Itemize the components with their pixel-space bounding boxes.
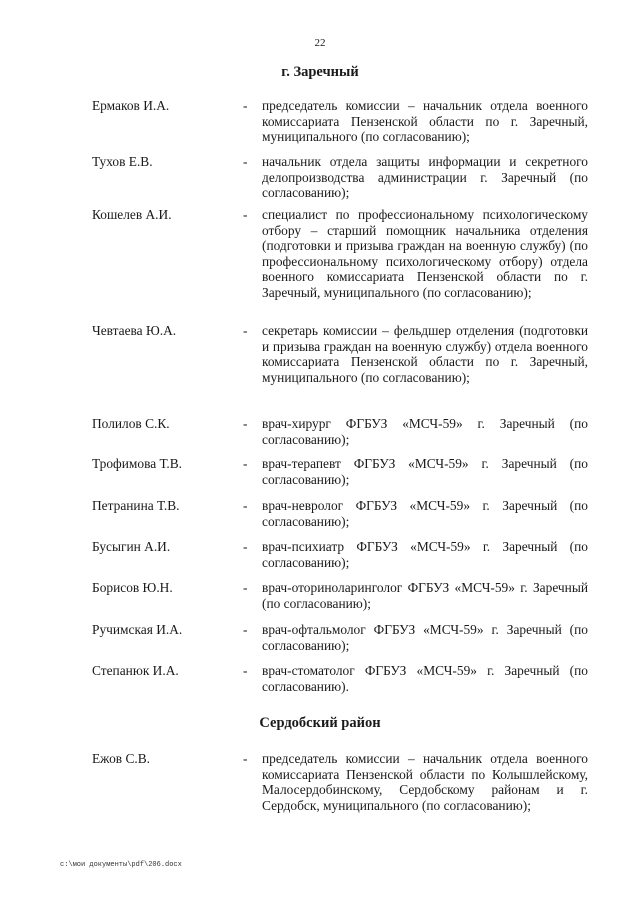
section-heading-zarechny: г. Заречный bbox=[281, 64, 359, 80]
page-number: 22 bbox=[314, 37, 326, 49]
member-name: Ермаков И.А. bbox=[92, 98, 170, 113]
member-description: врач-хирург ФГБУЗ «МСЧ-59» г. Заречный (по согласованию); bbox=[262, 416, 588, 447]
member-description: врач-психиатр ФГБУЗ «МСЧ-59» г. Заречный (по согласованию); bbox=[262, 539, 588, 570]
member-name: Петранина Т.В. bbox=[92, 498, 180, 513]
member-description: секретарь комиссии – фельдшер отделения (подготовки и призыва граждан на военную службу) отдела военного комиссариата Пензенской области по г. Заречный, муниципального (по согласованию); bbox=[262, 323, 588, 385]
member-description: специалист по профессиональному психологическому отбору – старший помощник начальника отделения (подготовки и призыва граждан на военную службу) (по профессиональному психологическому отбору) отдела военного комиссариата Пензенской области по г. Заречный, муниципального (по согласованию); bbox=[262, 207, 588, 300]
member-description: председатель комиссии – начальник отдела военного комиссариата Пензенской области по Колышлейскому, Малосердобинскому, Сердобскому районам и г. Сердобск, муниципального (по согласованию); bbox=[262, 751, 588, 813]
member-description: врач-терапевт ФГБУЗ «МСЧ-59» г. Заречный (по согласованию); bbox=[262, 456, 588, 487]
member-description: председатель комиссии – начальник отдела военного комиссариата Пензенской области по г. Заречный, муниципального (по согласованию); bbox=[262, 98, 588, 145]
member-name: Борисов Ю.Н. bbox=[92, 580, 173, 595]
member-name: Ежов С.В. bbox=[92, 751, 151, 766]
member-dash: - bbox=[243, 98, 248, 113]
member-dash: - bbox=[243, 622, 248, 637]
footer-file-path: c:\мои документы\pdf\206.docx bbox=[60, 861, 182, 869]
member-description: врач-невролог ФГБУЗ «МСЧ-59» г. Заречный (по согласованию); bbox=[262, 498, 588, 529]
member-dash: - bbox=[243, 207, 248, 222]
member-dash: - bbox=[243, 663, 248, 678]
member-description: врач-оториноларинголог ФГБУЗ «МСЧ-59» г. Заречный (по согласованию); bbox=[262, 580, 588, 611]
member-dash: - bbox=[243, 498, 248, 513]
member-dash: - bbox=[243, 751, 248, 766]
member-description: начальник отдела защиты информации и секретного делопроизводства администрации г. Заречный (по согласованию); bbox=[262, 154, 588, 201]
member-name: Полилов С.К. bbox=[92, 416, 170, 431]
member-dash: - bbox=[243, 154, 248, 169]
member-dash: - bbox=[243, 539, 248, 554]
member-dash: - bbox=[243, 323, 248, 338]
member-name: Кошелев А.И. bbox=[92, 207, 172, 222]
member-description: врач-офтальмолог ФГБУЗ «МСЧ-59» г. Заречный (по согласованию); bbox=[262, 622, 588, 653]
member-dash: - bbox=[243, 416, 248, 431]
member-description: врач-стоматолог ФГБУЗ «МСЧ-59» г. Заречный (по согласованию). bbox=[262, 663, 588, 694]
member-dash: - bbox=[243, 456, 248, 471]
member-name: Бусыгин А.И. bbox=[92, 539, 171, 554]
member-name: Степанюк И.А. bbox=[92, 663, 179, 678]
member-dash: - bbox=[243, 580, 248, 595]
member-name: Трофимова Т.В. bbox=[92, 456, 182, 471]
member-name: Ручимская И.А. bbox=[92, 622, 183, 637]
member-name: Чевтаева Ю.А. bbox=[92, 323, 177, 338]
member-name: Тухов Е.В. bbox=[92, 154, 153, 169]
section-heading-serdobsky: Сердобский район bbox=[259, 715, 381, 731]
